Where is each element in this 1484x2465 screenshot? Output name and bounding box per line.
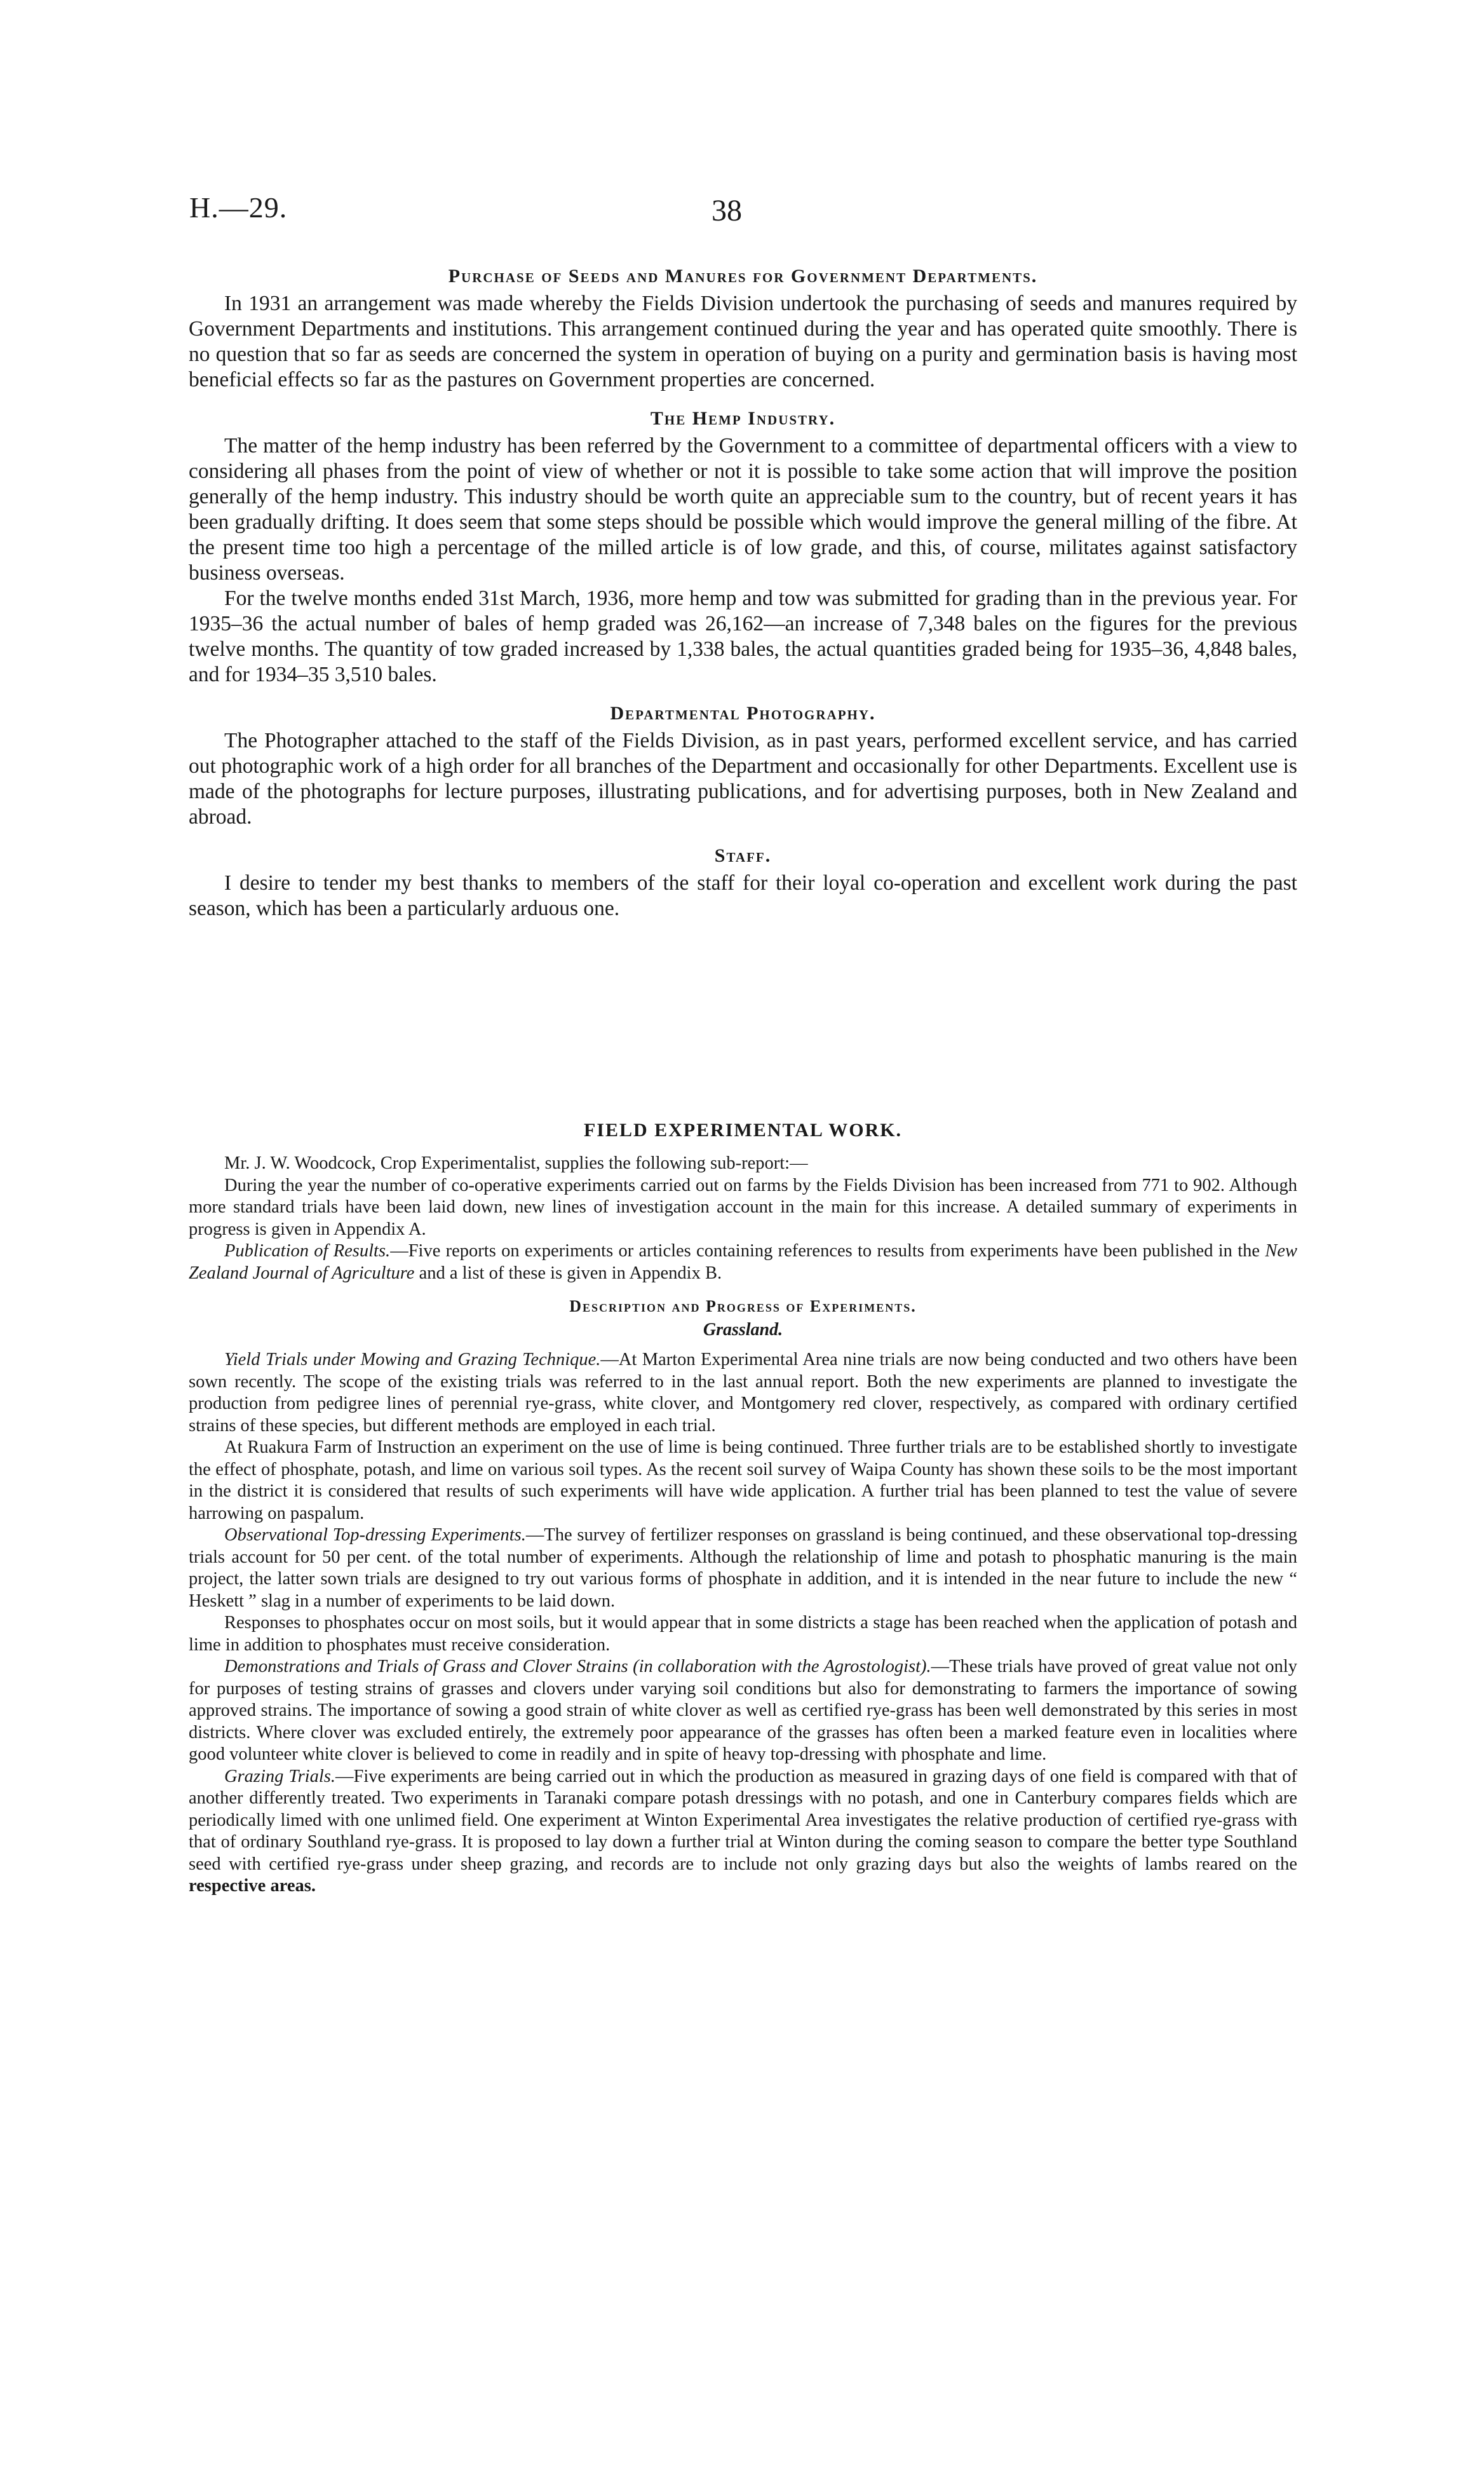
purchase-paragraph: In 1931 an arrangement was made whereby the Fields Division undertook the purchasing of seeds and manures required by Government Departments and institutions. This arrangement continued during the year and has operated quite smoothly. There is no question that so far as seeds are concerned the system in operation of buying on a purity and germination basis is having most beneficial effects so far as the pastures on Government properties are concerned. <box>189 292 1297 391</box>
demonstrations-paragraph <box>189 1656 1297 1766</box>
demonstrations-lead: Demonstrations and Trials of Grass and Clover Strains (in collaboration with the Agrostologist). <box>224 1657 931 1676</box>
running-header <box>0 191 1484 241</box>
publication-text-2: and a list of these is given in Appendix B. <box>414 1263 722 1283</box>
ruakura-paragraph: At Ruakura Farm of Instruction an experiment on the use of lime is being continued. Three further trials are to be established shortly to investigate the effect of phosphate, potash, and lime on various soil types. As the recent soil survey of Waipa County has shown these soils to be the most important in the district it is considered that results of such experiments will have wide application. A further trial has been planned to test the value of severe harrowing on paspalum. <box>189 1437 1297 1523</box>
observational-text: —The survey of fertilizer responses on grassland is being continued, and these observational top-dressing trials account for 50 per cent. of the total number of experiments. Although the relationship of lime and potash to phosphatic manuring is the main project, the latter sown trials are designed to try out various forms of phosphate in addition, and it is intended in the near future to include the new “ Heskett ” slag in a number of experiments to be laid down. <box>189 1525 1297 1611</box>
grazing-trials-tail: respective areas. <box>189 1876 316 1896</box>
document-reference: H.—29. <box>189 191 288 224</box>
field-experimental-section <box>189 1120 1297 1898</box>
yield-trials-lead: Yield Trials under Mowing and Grazing Technique. <box>224 1350 601 1369</box>
hemp-heading: The Hemp Industry. <box>650 408 836 429</box>
experiments-count-paragraph: During the year the number of co-operative experiments carried out on farms by the Fields Division has been increased from 771 to 902. Although more standard trials have been laid down, new lines of investigation account in the main for this increase. A detailed summary of experiments in progress is given in Appendix A. <box>189 1175 1297 1239</box>
grazing-trials-paragraph <box>189 1766 1297 1898</box>
hemp-paragraph-1: The matter of the hemp industry has been referred by the Government to a committee of departmental officers with a view to considering all phases from the point of view of whether or not it is possible to take some action that will improve the position generally of the hemp industry. This industry should be worth quite an appreciable sum to the country, but of recent years it has been gradually drifting. It does seem that some steps should be possible which would improve the general milling of the fibre. At the present time too high a percentage of the milled article is of low grade, and this, of course, militates against satisfactory business overseas. <box>189 434 1297 585</box>
page-number: 38 <box>712 194 742 227</box>
observational-lead: Observational Top-dressing Experiments. <box>224 1525 526 1545</box>
demonstrations-text: —These trials have proved of great value not only for purposes of testing strains of grasses and clovers under varying soil conditions but also for demonstrating to farmers the importance of sowing approved strains. The importance of sowing a good strain of white clover as well as certified rye-grass has been well demonstrated by this series in most districts. Where clover was excluded entirely, the extremely poor appearance of the grasses has often been a marked feature even in localities where good volunteer white clover is believed to come in readily and in spite of heavy top-dressing with phosphate and lime. <box>189 1657 1297 1764</box>
staff-paragraph: I desire to tender my best thanks to members of the staff for their loyal co-operation and excellent work during the past season, which has been a particularly arduous one. <box>189 871 1297 920</box>
grassland-heading: Grassland. <box>703 1320 783 1340</box>
field-work-heading: FIELD EXPERIMENTAL WORK. <box>583 1120 903 1141</box>
yield-trials-paragraph <box>189 1349 1297 1437</box>
staff-heading: Staff. <box>714 845 772 866</box>
purchase-heading: Purchase of Seeds and Manures for Government Departments. <box>448 266 1038 287</box>
journal-title: New Zealand Journal of Agriculture <box>189 1241 1297 1283</box>
grazing-trials-lead: Grazing Trials. <box>224 1766 335 1786</box>
publication-text-1: —Five reports on experiments or articles containing references to results from experiments have been published in the <box>390 1241 1265 1261</box>
hemp-paragraph-2: For the twelve months ended 31st March, 1936, more hemp and tow was submitted for grading than in the previous year. For 1935–36 the actual number of bales of hemp graded was 26,162—an increase of 7,348 bales on the figures for the previous twelve months. The quantity of tow graded increased by 1,338 bales, the actual quantities graded being for 1935–36, 4,848 bales, and for 1934–35 3,510 bales. <box>189 587 1297 686</box>
grazing-trials-text: —Five experiments are being carried out in which the production as measured in grazing days of one field is compared with that of another differently treated. Two experiments in Taranaki compare potash dressings with no potash, and one in Canterbury compares fields which are periodically limed with one unlimed field. One experiment at Winton Experimental Area investigates the relative production of certified rye-grass with that of ordinary Southland rye-grass. It is proposed to lay down a further trial at Winton during the coming season to compare the better type Southland seed with certified rye-grass under sheep grazing, and records are to include not only grazing days but also the weights of lambs reared on the <box>189 1766 1297 1874</box>
responses-paragraph: Responses to phosphates occur on most soils, but it would appear that in some districts a stage has been reached when the application of potash and lime in addition to phosphates must receive consideration. <box>189 1613 1297 1655</box>
publication-lead: Publication of Results. <box>224 1241 391 1261</box>
description-heading: Description and Progress of Experiments. <box>569 1297 917 1315</box>
sub-report-intro: Mr. J. W. Woodcock, Crop Experimentalist, supplies the following sub-report:— <box>224 1153 808 1173</box>
observational-paragraph <box>189 1524 1297 1612</box>
photography-paragraph: The Photographer attached to the staff of the Fields Division, as in past years, performed excellent service, and has carried out photographic work of a high order for all branches of the Department and occasionally for other Departments. Excellent use is made of the photographs for lecture purposes, illustrating publications, and for advertising purposes, both in New Zealand and abroad. <box>189 729 1297 829</box>
yield-trials-text: —At Marton Experimental Area nine trials are now being conducted and two others have been sown recently. The scope of the existing trials was referred to in the last annual report. Both the new experiments are planned to investigate the production from pedigree lines of perennial rye-grass, white clover, and Montgomery red clover, respectively, as compared with ordinary certified strains of these species, but different methods are employed in each trial. <box>189 1350 1297 1436</box>
report-upper-section <box>189 266 1297 921</box>
publication-paragraph <box>189 1240 1297 1284</box>
photography-heading: Departmental Photography. <box>610 703 876 724</box>
